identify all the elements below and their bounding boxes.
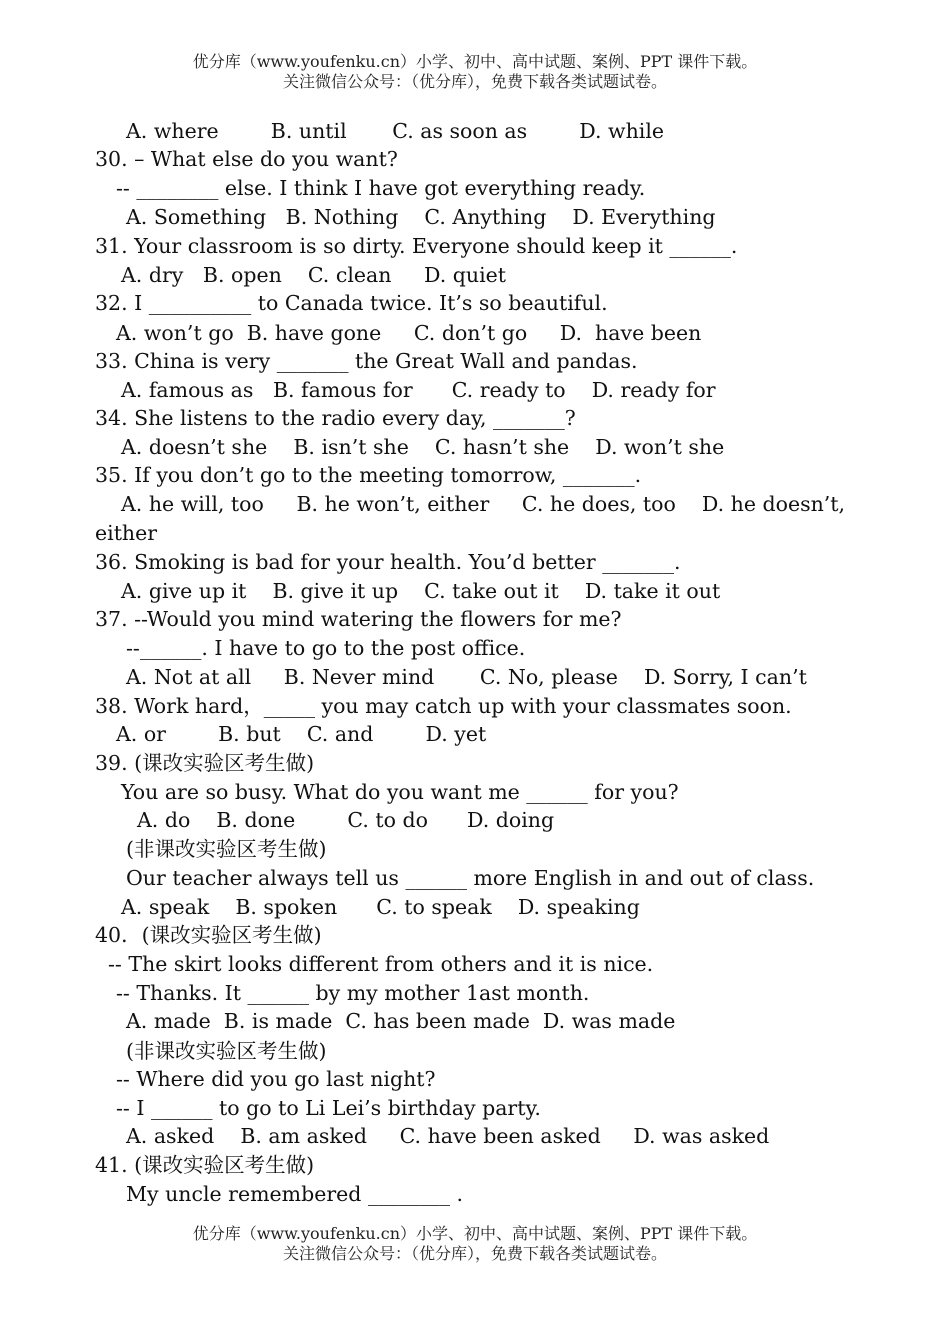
q37-response: --______. I have to go to the post office.	[126, 636, 526, 660]
q37-question: 37. --Would you mind watering the flowers for me?	[95, 607, 622, 631]
q33-question: 33. China is very _______ the Great Wall and pandas.	[95, 349, 638, 373]
q30-question: 30. – What else do you want?	[95, 147, 398, 171]
q35-options-wrap: either	[95, 521, 158, 545]
q30-options: A. Something B. Nothing C. Anything D. Everything	[126, 205, 716, 229]
header-line-2: 关注微信公众号：（优分库），免费下载各类试题试卷。	[282, 72, 667, 91]
q32-question: 32. I __________ to Canada twice. It’s so beautiful.	[95, 291, 608, 315]
q41-heading: 41. (课改实验区考生做)	[95, 1153, 315, 1177]
q40b-response: -- I ______ to go to Li Lei’s birthday party.	[116, 1096, 541, 1120]
q35-question: 35. If you don’t go to the meeting tomorrow, _______.	[95, 463, 642, 487]
q39b-heading: (非课改实验区考生做)	[126, 837, 327, 861]
q32-options: A. won’t go B. have gone C. don’t go D. have been	[116, 321, 702, 345]
q40b-question: -- Where did you go last night?	[116, 1067, 436, 1091]
q31-options: A. dry B. open C. clean D. quiet	[121, 263, 507, 287]
q36-question: 36. Smoking is bad for your health. You’d better _______.	[95, 550, 681, 574]
q34-options: A. doesn’t she B. isn’t she C. hasn’t she D. won’t she	[121, 435, 725, 459]
q39-heading: 39. (课改实验区考生做)	[95, 751, 315, 775]
q33-options: A. famous as B. famous for C. ready to D. ready for	[121, 378, 716, 402]
q40b-options: A. asked B. am asked C. have been asked D. was asked	[126, 1124, 770, 1148]
q34-question: 34. She listens to the radio every day, _______?	[95, 406, 576, 430]
q37-options: A. Not at all B. Never mind C. No, please D. Sorry, I can’t	[126, 665, 807, 689]
q40a-question: -- The skirt looks different from others and it is nice.	[108, 952, 654, 976]
q40a-response: -- Thanks. It ______ by my mother 1ast month.	[116, 981, 590, 1005]
q36-options: A. give up it B. give it up C. take out it D. take it out	[121, 579, 721, 603]
q29-options: A. where B. until C. as soon as D. while	[126, 119, 665, 143]
footer-line-1: 优分库（www.youfenku.cn）小学、初中、高中试题、案例、PPT 课件下载。	[192, 1224, 758, 1243]
q38-options: A. or B. but C. and D. yet	[116, 722, 487, 746]
q39a-question: You are so busy. What do you want me ______ for you?	[121, 780, 679, 804]
page-footer-banner	[0, 1224, 950, 1264]
q38-question: 38. Work hard，_____ you may catch up with your classmates soon.	[95, 694, 792, 718]
q40-heading: 40．(课改实验区考生做)	[95, 923, 322, 947]
q35-options: A. he will, too B. he won’t, either C. he does, too D. he doesn’t,	[121, 492, 846, 516]
page-header-banner	[0, 52, 950, 92]
q41-question: My uncle remembered ________ .	[126, 1182, 463, 1206]
q30-response: -- ________ else. I think I have got everything ready.	[116, 176, 646, 200]
q39b-options: A. speak B. spoken C. to speak D. speaking	[121, 895, 640, 919]
q31-question: 31. Your classroom is so dirty. Everyone should keep it ______.	[95, 234, 738, 258]
footer-line-2: 关注微信公众号：（优分库），免费下载各类试题试卷。	[282, 1244, 667, 1263]
header-line-1: 优分库（www.youfenku.cn）小学、初中、高中试题、案例、PPT 课件下载。	[192, 52, 758, 71]
q40a-options: A. made B. is made C. has been made D. was made	[126, 1009, 676, 1033]
q39a-options: A. do B. done C. to do D. doing	[137, 808, 555, 832]
q40b-heading: (非课改实验区考生做)	[126, 1039, 327, 1063]
q39b-question: Our teacher always tell us ______ more English in and out of class.	[126, 866, 815, 890]
